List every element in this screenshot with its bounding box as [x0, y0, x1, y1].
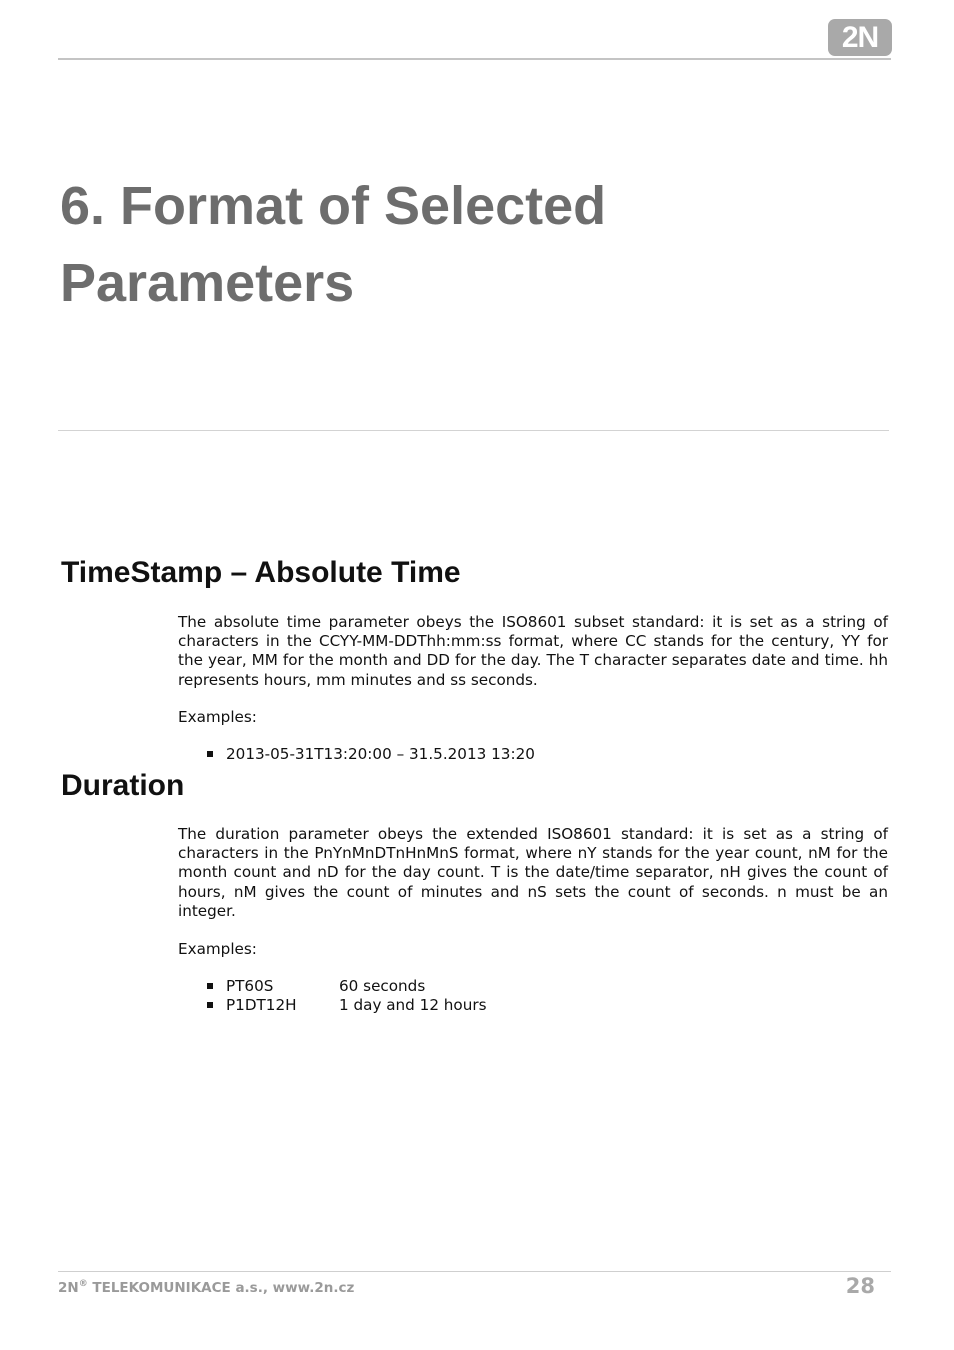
example-code: P1DT12H	[226, 996, 297, 1015]
list-item	[206, 996, 487, 1015]
duration-examples-list	[206, 977, 487, 1015]
footer-brand: 2N	[58, 1280, 79, 1296]
section-heading-timestamp: TimeStamp – Absolute Time	[61, 556, 461, 589]
example-text: 2013-05-31T13:20:00 – 31.5.2013 13:20	[226, 745, 535, 763]
example-meaning: 60 seconds	[339, 977, 426, 995]
timestamp-examples-list	[206, 745, 535, 764]
duration-paragraph: The duration parameter obeys the extended ISO8601 standard: it is set as a string of characters in the PnYnMnDTnHnMnS format, where nY stands for the year count, nM for the month count and nD for the day count. T is the date/time separator, nH gives the count of hours, nM gives the count of minutes and nS sets the count of seconds. n must be an integer.	[178, 825, 888, 920]
duration-examples-label: Examples:	[178, 940, 257, 958]
bullet-icon	[207, 1002, 213, 1008]
list-item	[206, 977, 487, 996]
timestamp-paragraph: The absolute time parameter obeys the ISO8601 subset standard: it is set as a string of characters in the CCYY-MM-DDThh:mm:ss format, where CC stands for the century, YY for the year, MM for the month and DD for the day. The T character separates date and time. hh represents hours, mm minutes and ss seconds.	[178, 613, 888, 689]
chapter-divider	[58, 430, 889, 431]
example-code: PT60S	[226, 977, 274, 995]
chapter-title: 6. Format of Selected Parameters	[60, 176, 607, 313]
example-meaning: 1 day and 12 hours	[339, 996, 487, 1015]
bullet-icon	[207, 751, 213, 757]
list-item	[206, 745, 535, 764]
section-heading-duration: Duration	[61, 769, 185, 802]
footer-company	[58, 1280, 354, 1297]
bullet-icon	[207, 983, 213, 989]
footer-divider	[58, 1271, 891, 1272]
registered-mark: ®	[78, 1279, 88, 1289]
page-number: 28	[845, 1274, 875, 1298]
company-logo: 2N	[828, 19, 892, 56]
header-divider	[58, 58, 891, 60]
footer-company-name: TELEKOMUNIKACE a.s., www.2n.cz	[87, 1280, 355, 1296]
timestamp-examples-label: Examples:	[178, 708, 257, 726]
